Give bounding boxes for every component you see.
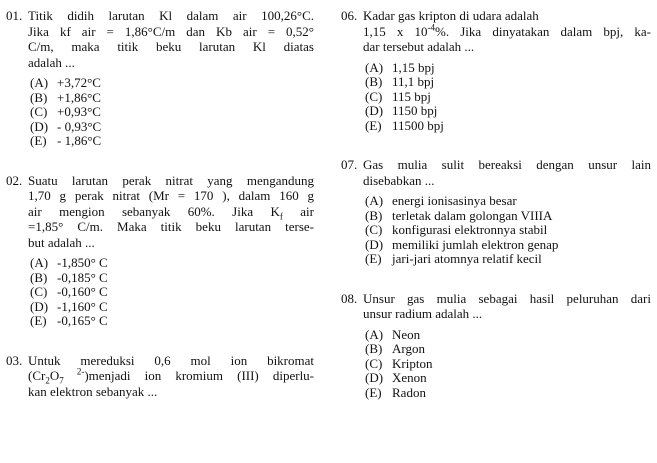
option-b[interactable]: (B) terletak dalam golongan VIIIA [365,207,553,223]
question-number: 08. [341,290,358,306]
option-e[interactable]: (E) -0,165° C [30,313,108,328]
option-e[interactable]: (E) - 1,86°C [30,133,102,148]
option-b[interactable]: (B) -0,185° C [30,269,108,285]
question-07 [341,157,651,267]
option-b[interactable]: (B) Argon [365,341,425,356]
question-stem: Unsur gas mulia sebagai hasil peluruhan dari unsur radium adalah ... [363,290,651,321]
question-01 [6,8,314,149]
question-stem: Titik didih larutan Kl dalam air 100,26°C. Jika kf air = 1,86°C/m dan Kb air = 0,52° C/m, maka titik beku larutan Kl diatas adalah ... [28,8,314,70]
answer-options [30,76,314,149]
option-d[interactable]: (D) - 0,93°C [30,118,102,134]
option-a[interactable]: (A) 1,15 bpj [365,59,435,75]
question-06 [341,8,651,133]
option-c[interactable]: (C) 115 bpj [365,88,431,104]
answer-options [365,194,651,267]
question-number: 02. [6,172,23,188]
answer-options [30,256,314,329]
question-number: 03. [6,352,23,368]
answer-options [365,328,651,401]
question-stem: Gas mulia sulit bereaksi dengan unsur lain disebabkan ... [363,157,651,188]
option-d[interactable]: (D) -1,160° C [30,298,108,314]
question-number: 01. [6,8,23,23]
option-d[interactable]: (D) Xenon [365,370,427,385]
option-a[interactable]: (A) energi ionisasinya besar [365,193,517,208]
option-d[interactable]: (D) 1150 bpj [365,103,438,118]
option-d[interactable]: (D) memiliki jumlah elektron genap [365,236,559,252]
question-08 [341,291,651,401]
option-b[interactable]: (B) +1,86°C [30,89,101,105]
question-03 [6,353,314,400]
question-stem: Untuk mereduksi 0,6 mol ion bikromat ($Cr_2O_7$ $^{2-}$)menjadi ion kromium (III) diperlu- kan elektron sebanyak ... [28,352,315,399]
option-a[interactable]: (A) -1,850° C [30,255,108,270]
option-c[interactable]: (C) konfigurasi elektronnya stabil [365,222,548,237]
question-02 [6,173,314,329]
option-b[interactable]: (B) 11,1 bpj [365,74,435,89]
option-e[interactable]: (E) Radon [365,384,426,400]
right-column [341,8,651,400]
answer-options [365,61,651,134]
question-number: 06. [341,8,358,23]
option-e[interactable]: (E) 11500 bpj [365,117,444,133]
left-column [6,8,314,399]
question-stem: Suatu larutan perak nitrat yang mengandung 1,70 g perak nitrat (Mr = 170 ), dalam 160 g air mengion sebanyak 60%. Jika $K_f$ air =1,85° C/m. Maka titik beku larutan terse- but adalah ... [28,172,314,250]
question-number: 07. [341,157,358,172]
option-a[interactable]: (A) Neon [365,326,421,342]
option-c[interactable]: (C) +0,93°C [30,104,101,119]
question-stem: Kadar gas kripton di udara adalah 1,15 x $10^{-4}\%$. Jika dinyatakan dalam bpj, ka- dar tersebut adalah ... [363,8,652,54]
option-c[interactable]: (C) Kripton [365,355,433,371]
option-e[interactable]: (E) jari-jari atomnya relatif kecil [365,251,542,266]
option-c[interactable]: (C) -0,160° C [30,284,108,299]
option-a[interactable]: (A) +3,72°C [30,75,101,90]
